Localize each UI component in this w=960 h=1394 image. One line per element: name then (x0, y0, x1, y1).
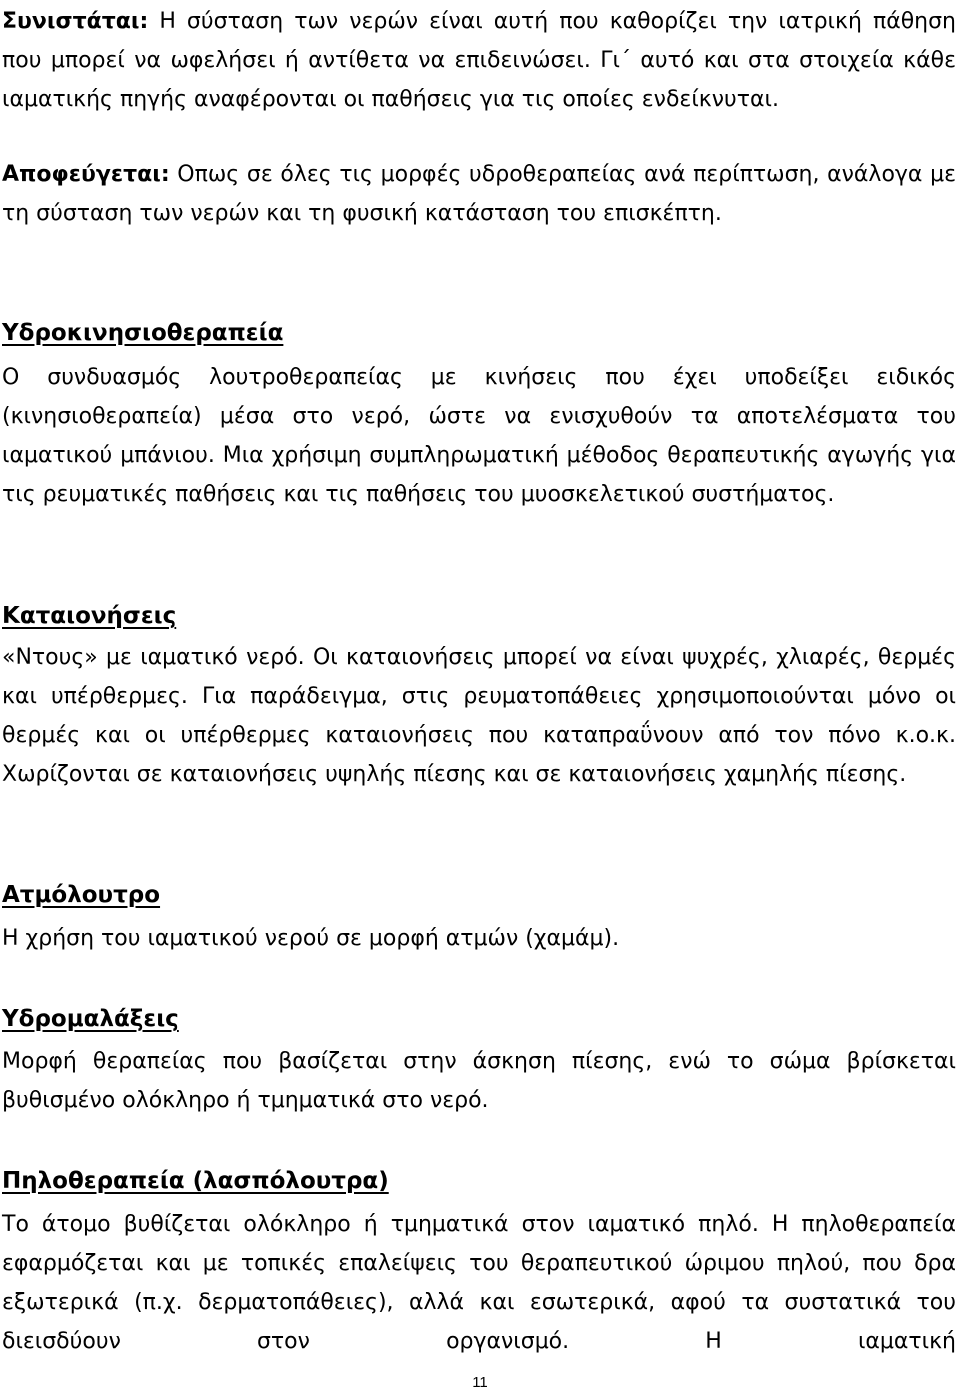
section-title-showers: Καταιονήσεις (2, 603, 177, 629)
section-body-mud-therapy: Το άτομο βυθίζεται ολόκληρο ή τμηματικά στον ιαματικό πηλό. Η πηλοθεραπεία εφαρμόζεται και με τοπικές επαλείψεις του θεραπευτικού ώριμου πηλού, που δρα εξωτερικά (π.χ. δερματοπάθειες), αλλά και εσωτερικά, αφού τα συστατικά του διεισδύουν στον οργανισμό. Η ιαματική (2, 1212, 956, 1354)
section-body-steam-bath: Η χρήση του ιαματικού νερού σε μορφή ατμών (χαμάμ). (2, 926, 620, 951)
recommended-text: Η σύσταση των νερών είναι αυτή που καθορίζει την ιατρική πάθηση που μπορεί να ωφελήσει ή αντίθετα να επιδεινώσει. Γι΄ αυτό και στα στοιχεία κάθε ιαματικής πηγής αναφέρονται οι παθήσεις για τις οποίες ενδείκνυται. (2, 9, 956, 112)
avoided-label: Αποφεύγεται: (2, 162, 170, 187)
section-title-hydrokinesiotherapy: Υδροκινησιοθεραπεία (2, 320, 284, 346)
section-body-hydromassage: Μορφή θεραπείας που βασίζεται στην άσκηση πίεσης, ενώ το σώμα βρίσκεται βυθισμένο ολόκληρο ή τμηματικά στο νερό. (2, 1049, 956, 1113)
section-title-steam-bath: Ατμόλουτρο (2, 882, 161, 908)
section-title-mud-therapy: Πηλοθεραπεία (λασπόλουτρα) (2, 1168, 389, 1194)
avoided-paragraph (2, 155, 956, 233)
section-title-hydromassage: Υδρομαλάξεις (2, 1006, 179, 1032)
section-body-hydrokinesiotherapy: Ο συνδυασμός λουτροθεραπείας με κινήσεις που έχει υποδείξει ειδικός (κινησιοθεραπεία) μέσα στο νερό, ώστε να ενισχυθούν τα αποτελέσματα του ιαματικού μπάνιου. Μια χρήσιμη συμπληρωματική μέθοδος θεραπευτικής αγωγής για τις ρευματικές παθήσεις και τις παθήσεις του μυοσκελετικού συστήματος. (2, 365, 956, 507)
recommended-paragraph (2, 2, 956, 119)
avoided-text: Οπως σε όλες τις μορφές υδροθεραπείας ανά περίπτωση, ανάλογα με τη σύσταση των νερών και τη φυσική κατάσταση του επισκέπτη. (2, 162, 956, 226)
recommended-label: Συνιστάται: (2, 9, 149, 34)
section-body-showers: «Ντους» με ιαματικό νερό. Οι καταιονήσεις μπορεί να είναι ψυχρές, χλιαρές, θερμές και υπέρθερμες. Για παράδειγμα, στις ρευματοπάθειες χρησιμοποιούνται μόνο οι θερμές και οι υπέρθερμες καταιονήσεις που καταπραΰνουν από τον πόνο κ.ο.κ. Χωρίζονται σε καταιονήσεις υψηλής πίεσης και σε καταιονήσεις χαμηλής πίεσης. (2, 645, 956, 787)
page-number: 11 (472, 1374, 488, 1391)
